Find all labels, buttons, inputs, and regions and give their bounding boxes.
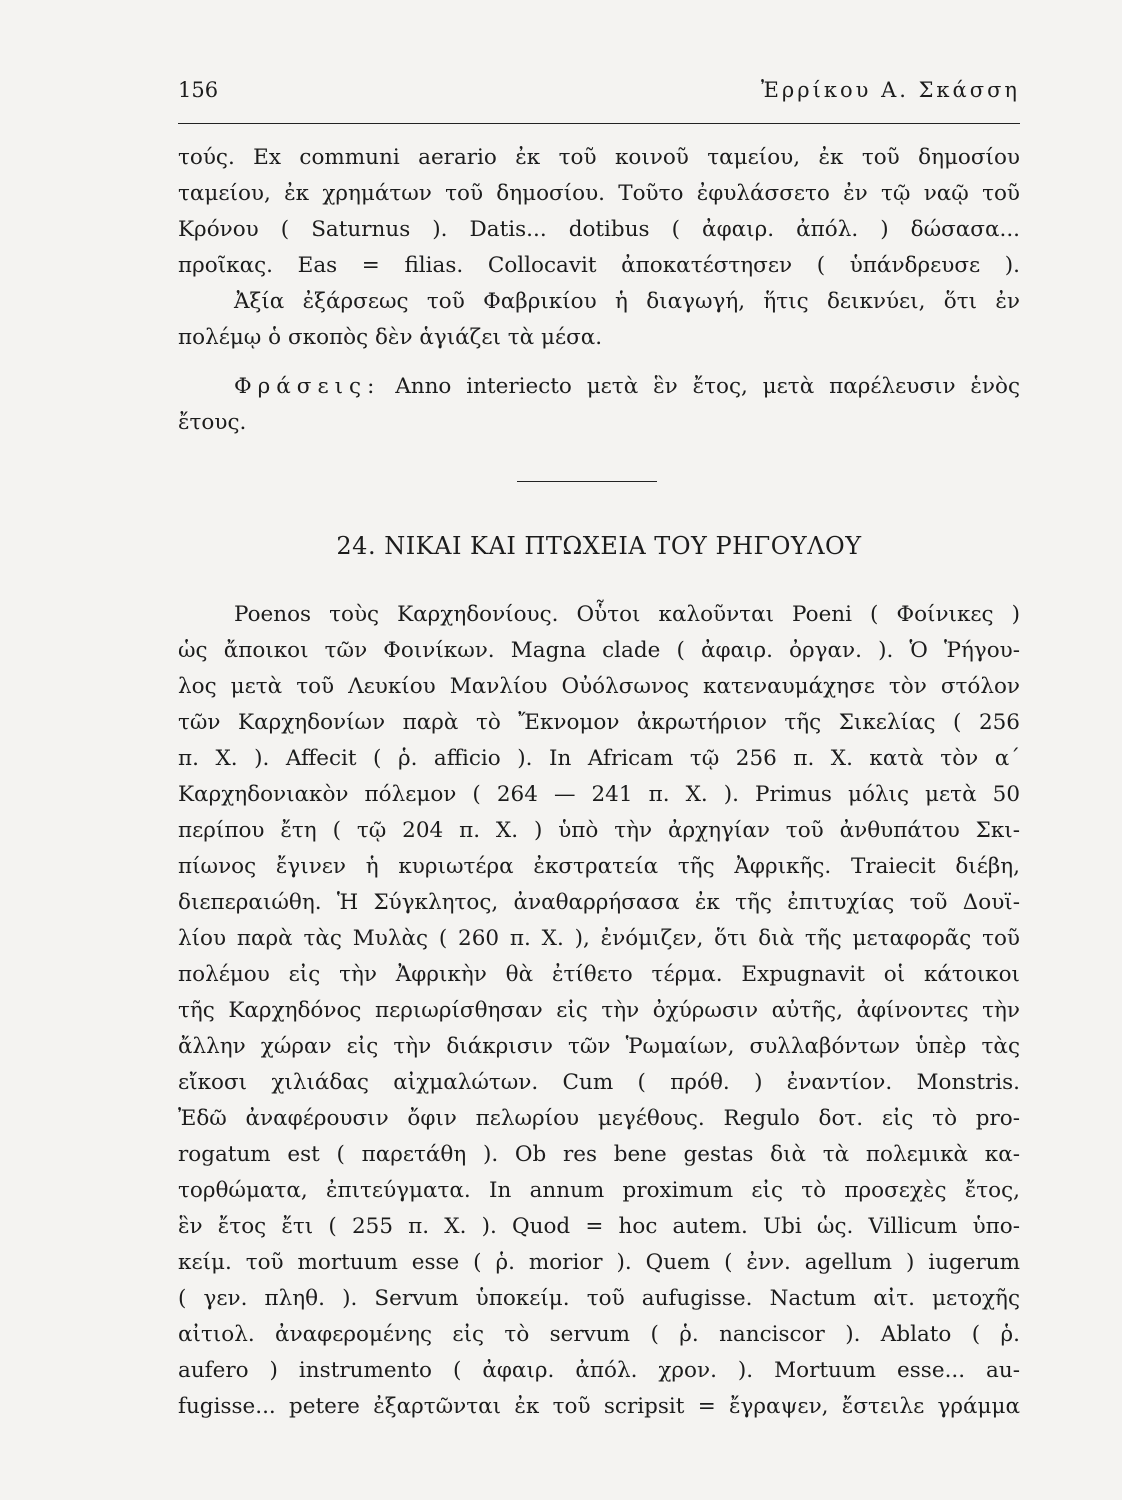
text-line: εἴκοσι χιλιάδας αἰχμαλώτων. Cum ( πρόθ. ) ἐναντίον. Monstris.	[178, 1070, 1020, 1095]
running-head	[178, 78, 1020, 108]
phrases-label: Φράσεις:	[234, 374, 381, 399]
text-line: ταμείου, ἐκ χρημάτων τοῦ δημοσίου. Τοῦτο ἐφυλάσσετο ἐν τῷ ναῷ τοῦ	[178, 181, 1020, 206]
text-line: διεπεραιώθη. Ἡ Σύγκλητος, ἀναθαρρήσασα ἐκ τῆς ἐπιτυχίας τοῦ Δουϊ-	[178, 890, 1020, 915]
text-line: αἰτιολ. ἀναφερομένης εἰς τὸ servum ( ῥ. nanciscor ). Ablato ( ῥ.	[178, 1322, 1020, 1347]
text-line: rogatum est ( παρετάθη ). Ob res bene gestas διὰ τὰ πολεμικὰ κα-	[178, 1142, 1020, 1167]
intro-paragraph	[178, 140, 1020, 356]
text-line: ἄλλην χώραν εἰς τὴν διάκρισιν τῶν Ῥωμαίων, συλλαβόντων ὑπὲρ τὰς	[178, 1034, 1020, 1059]
text-line: λος μετὰ τοῦ Λευκίου Μανλίου Οὐόλσωνος κατεναυμάχησε τὸν στόλον	[178, 674, 1020, 699]
text-line: ἓν ἔτος ἔτι ( 255 π. Χ. ). Quod = hoc autem. Ubi ὡς. Villicum ὑπο-	[178, 1214, 1020, 1239]
page-number: 156	[178, 78, 219, 102]
text-line: πολέμῳ ὁ σκοπὸς δὲν ἁγιάζει τὰ μέσα.	[178, 325, 603, 350]
text-line: Κρόνου ( Saturnus ). Datis... dotibus ( ἀφαιρ. ἀπόλ. ) δώσασα...	[178, 217, 1020, 242]
text-line: περίπου ἔτη ( τῷ 204 π. Χ. ) ὑπὸ τὴν ἀρχηγίαν τοῦ ἀνθυπάτου Σκι-	[178, 818, 1020, 843]
header-rule	[178, 123, 1020, 124]
text-line: π. Χ. ). Affecit ( ῥ. afficio ). In Africam τῷ 256 π. Χ. κατὰ τὸν α΄	[178, 746, 1020, 771]
phrases-text: Anno interiecto μετὰ ἓν ἔτος, μετὰ παρέλευσιν ἑνὸς	[395, 374, 1020, 399]
text-line: κείμ. τοῦ mortuum esse ( ῥ. morior ). Quem ( ἐνν. agellum ) iugerum	[178, 1250, 1020, 1275]
text-line: τῶν Καρχηδονίων παρὰ τὸ Ἔκνομον ἀκρωτήριον τῆς Σικελίας ( 256	[178, 710, 1020, 735]
running-title: Ἐρρίκου Α. Σκάσση	[761, 78, 1020, 102]
phrases-first-line	[178, 369, 1020, 405]
text-line: fugisse... petere ἐξαρτῶνται ἐκ τοῦ scripsit = ἔγραψεν, ἔστειλε γράμμα	[178, 1394, 1020, 1419]
text-line: λίου παρὰ τὰς Μυλὰς ( 260 π. Χ. ), ἐνόμιζεν, ὅτι διὰ τῆς μεταφορᾶς τοῦ	[178, 926, 1020, 951]
text-line: Καρχηδονιακὸν πόλεμον ( 264 — 241 π. Χ. ). Primus μόλις μετὰ 50	[178, 782, 1020, 807]
text-line: πολέμου εἰς τὴν Ἀφρικὴν θὰ ἐτίθετο τέρμα. Expugnavit οἱ κάτοικοι	[178, 962, 1020, 987]
section-separator	[517, 481, 657, 482]
text-line: τούς. Ex communi aerario ἐκ τοῦ κοινοῦ ταμείου, ἐκ τοῦ δημοσίου	[178, 145, 1020, 170]
text-line: ἔτους.	[178, 410, 247, 435]
text-line: προῖκας. Eas = filias. Collocavit ἀποκατέστησεν ( ὑπάνδρευσε ).	[178, 253, 1020, 278]
phrases-paragraph	[178, 369, 1020, 441]
text-line: ( γεν. πληθ. ). Servum ὑποκείμ. τοῦ aufugisse. Nactum αἰτ. μετοχῆς	[178, 1286, 1020, 1311]
text-line: Ἀξία ἐξάρσεως τοῦ Φαβρικίου ἡ διαγωγή, ἥτις δεικνύει, ὅτι ἐν	[234, 289, 1020, 314]
text-line: τορθώματα, ἐπιτεύγματα. In annum proximum εἰς τὸ προσεχὲς ἔτος,	[178, 1178, 1020, 1203]
section-heading: 24. ΝΙΚΑΙ ΚΑΙ ΠΤΩΧΕΙΑ ΤΟΥ ΡΗΓΟΥΛΟΥ	[336, 532, 862, 560]
text-line: τῆς Καρχηδόνος περιωρίσθησαν εἰς τὴν ὀχύρωσιν αὐτῆς, ἀφίνοντες τὴν	[178, 998, 1020, 1023]
text-line: aufero ) instrumento ( ἀφαιρ. ἀπόλ. χρον. ). Mortuum esse... au-	[178, 1358, 1020, 1383]
section-body	[178, 597, 1020, 1425]
text-line: ὡς ἄποικοι τῶν Φοινίκων. Magna clade ( ἀφαιρ. ὀργαν. ). Ὁ Ῥήγου-	[178, 638, 1020, 663]
text-line: Poenos τοὺς Καρχηδονίους. Οὗτοι καλοῦνται Poeni ( Φοίνικες )	[234, 602, 1020, 627]
text-line: Ἐδῶ ἀναφέρουσιν ὄφιν πελωρίου μεγέθους. Regulo δοτ. εἰς τὸ pro-	[178, 1106, 1020, 1131]
text-line: πίωνος ἔγινεν ἡ κυριωτέρα ἐκστρατεία τῆς Ἀφρικῆς. Traiecit διέβη,	[178, 854, 1020, 879]
